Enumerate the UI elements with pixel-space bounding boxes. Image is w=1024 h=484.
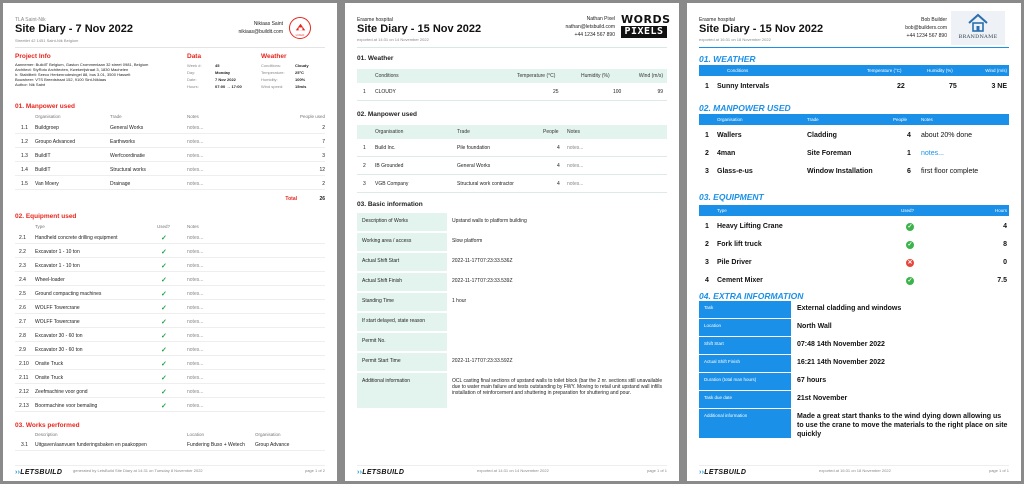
manpower-header: Organisation Trade People Notes [699, 114, 1009, 125]
info-row: Actual Shift Finish 16:21 14th November 2022 [699, 355, 1009, 373]
table-row: 2.11 Onsite Truck ✓ notes... [15, 373, 325, 384]
total-label: Total [285, 196, 297, 202]
table-row: 2.9 Excavator 30 - 60 ton ✓ notes... [15, 345, 325, 356]
equipment-heading: 03. EQUIPMENT [699, 192, 764, 202]
table-row: 3.1 Uitgaven/aanvuen funderingsbaken en paakoppen Fundering Buso + Wetech Group Advance [15, 440, 325, 451]
checkmark-icon: ✓ [161, 361, 167, 368]
weather-value: Cloudy [295, 63, 309, 68]
weather-key: Humidity: [261, 77, 278, 82]
info-row: Working area / access Slow platform [357, 233, 667, 252]
check-circle-icon: ✓ [907, 242, 913, 248]
weather-header: Conditions Temperature (°C) Humidity (%) Wind (m/s) [357, 69, 667, 83]
page-number: page 1 of 2 [304, 468, 325, 473]
checkmark-icon: ✓ [161, 291, 167, 298]
table-row: 2.13 Boormachine voor bemaling ✓ notes... [15, 401, 325, 412]
info-row: Standing Time 1 hour [357, 293, 667, 312]
weather-key: Wind speed: [261, 84, 284, 89]
table-row: 2.5 Ground compacting machines ✓ notes... [15, 289, 325, 300]
table-row: 2.6 WOLFF Towercrane ✓ notes... [15, 303, 325, 314]
checkmark-icon: ✓ [161, 375, 167, 382]
table-row: 2 4man Site Foreman 1 notes... [699, 145, 1009, 162]
checkmark-icon: ✓ [161, 319, 167, 326]
table-row: 2 IB Grounded General Works 4 notes... [357, 158, 667, 175]
footer [699, 465, 1009, 475]
footer [357, 465, 667, 475]
info-row: Task External cladding and windows [699, 301, 1009, 319]
house-icon [966, 12, 990, 34]
table-row: 2.2 Excavator 1 - 10 ton ✓ notes... [15, 247, 325, 258]
table-row: 2.3 Excavator 1 - 10 ton ✓ notes... [15, 261, 325, 272]
table-row: 1 Heavy Lifting Crane ✓ 4 [705, 223, 1007, 230]
table-row: 1.1 Buildgroep General Works notes... 2 [15, 123, 325, 134]
data-value: Monday [215, 70, 231, 75]
notes-link[interactable]: notes... [921, 150, 944, 157]
footer [15, 465, 325, 475]
equipment-header: Type Used? Hours [699, 205, 1009, 216]
weather-value: 15m/s [295, 84, 307, 89]
letsbuild-logo: ››LETSBUILD [357, 469, 405, 476]
data-key: Hours: [187, 84, 199, 89]
total-value: 26 [319, 196, 325, 202]
data-value: 45 [215, 63, 220, 68]
report-page-1: TLA Saint-Nik Site Diary - 7 Nov 2022 Streetlet 42 1451 Saint-Nik Belgium Nikiaas Saint nikiaas@buildit.com LOGO Project Info Aannemer: BuildIT Belgium, Gaston Crommenlaan 32 street 0981, Belgium Architect: StyRoto Architecten, Kwekerijstraat 3, 1830 Machelen Ir. Stabiliteit: Seeco Herkenrodesingel 88, bus 3.01, 3500 Hasselt Bouwheer: VTS Breedstraat 152, 9100 Sint-Niklaas Author: Nik Saint Data Week #: 45 Day: Monday Date: 7 Nov 2022 Hours: 07:00 → 17:00 Weather Conditions: Cloudy Temperature: 25°C Humidity: 100% Wind speed: 15m/s 01. Manpower used Organisation Trade Notes People used 1.1 Buildgroep General Works notes... 2 1.2 Groupo Advanced Earthworks notes... 7 1.3 BuildIT Werfcoordinatie notes... 3 1.4 BuildIT Structural works notes... 12 1.5 Van Moery Drainage notes... 2 Total 26 02. Equipment used Type Used? Notes 2.1 Handheld concrete drilling equipment ✓ notes... 2.2 Excavator 1 - 10 ton ✓ notes... 2.3 Excavator 1 - 10 ton ✓ notes... 2.4 Wheel-loader ✓ notes... 2.5 Ground compacting machines ✓ notes... 2.6 WOLFF Towercrane ✓ notes... 2.7 WOLFF Towercrane ✓ notes... 2.8 Excavator 30 - 60 ton ✓ notes... 2.9 Excavator 30 - 60 ton ✓ notes... 2.10 Onsite Truck ✓ notes... 2.11 Onsite Truck ✓ notes... 2.12 Zeefmachine voor gond ✓ notes... 2.13 Boormachine voor bemaling ✓ notes... 03. Works performed Description Location Organisation 3.1 Uitgaven/aanvuen funderingsbaken en paakoppen Fundering Buso + Wetech Group Advance ››LETSBUILD generated by LetsBuild Site Diary at 14:31 on Tuesday 8 November 2022 page 1 of 2 [3, 3, 337, 481]
page-number: page 1 of 1 [988, 468, 1009, 473]
user-name: Nathan Pixel [586, 16, 615, 22]
footer-exported: exported at 16:31 on 18 November 2022 [819, 468, 891, 473]
user-name: Bob Builder [921, 17, 947, 23]
checkmark-icon: ✓ [161, 403, 167, 410]
data-value: 07:00 → 17:00 [215, 84, 242, 89]
brand-logo: BRANDNAME [951, 11, 1005, 45]
cross-circle-icon: ✕ [907, 260, 913, 266]
equipment-heading: 02. Equipment used [15, 213, 77, 220]
data-key: Date: [187, 77, 197, 82]
table-row: 2.12 Zeefmachine voor gond ✓ notes... [15, 387, 325, 398]
table-row: 2.1 Handheld concrete drilling equipment ✓ notes... [15, 233, 325, 244]
user-email: nathan@letsbuild.com [565, 24, 615, 30]
checkmark-icon: ✓ [161, 347, 167, 354]
report-page-3 [687, 3, 1021, 481]
info-row: Actual Shift Finish 2022-11-17T07:23:33.539Z [357, 273, 667, 292]
page-number: page 1 of 1 [646, 468, 667, 473]
project-info-line: Aannemer: BuildIT Belgium, Gaston Crommenlaan 32 street 0981, Belgium [15, 62, 149, 67]
col-trade: Trade [110, 114, 122, 119]
checkmark-icon: ✓ [161, 235, 167, 242]
table-row: 1 Wallers Cladding 4 about 20% done [705, 132, 972, 139]
weather-value: 100% [295, 77, 306, 82]
project-name: TLA Saint-Nik [15, 17, 46, 23]
checkmark-icon: ✓ [161, 263, 167, 270]
table-row: 1.5 Van Moery Drainage notes... 2 [15, 179, 325, 190]
data-key: Week #: [187, 63, 202, 68]
info-row: Shift Start 07:48 14th November 2022 [699, 337, 1009, 355]
info-row: Task due date 21st November [699, 391, 1009, 409]
project-info-line: Bouwheer: VTS Breedstraat 152, 9100 Sint-Niklaas [15, 77, 107, 82]
weather-heading: Weather [261, 53, 287, 60]
company-logo [289, 17, 311, 39]
user-email: bob@builders.com [905, 25, 947, 31]
project-info-line: Author: Nik Saint [15, 82, 46, 87]
weather-value: 25°C [295, 70, 304, 75]
chevron-icon: ›› [15, 469, 21, 476]
info-row: If start delayed, state reason [357, 313, 667, 332]
user-email: nikiaas@buildit.com [238, 29, 283, 35]
checkmark-icon: ✓ [161, 389, 167, 396]
table-row: 1.4 BuildIT Structural works notes... 12 [15, 165, 325, 176]
manpower-heading: 02. Manpower used [357, 111, 417, 118]
col-notes: Notes [187, 114, 199, 119]
project-info-heading: Project Info [15, 53, 51, 60]
page-title: Site Diary - 7 Nov 2022 [15, 23, 134, 35]
chevron-icon: ›› [699, 469, 705, 476]
table-row: 2.7 WOLFF Towercrane ✓ notes... [15, 317, 325, 328]
project-name: Erasme hospital [699, 17, 735, 23]
exported-at: exported at 16:31 on 18 November 2022 [699, 37, 771, 42]
data-value: 7 Nov 2022 [215, 77, 236, 82]
extra-info-heading: 04. EXTRA INFORMATION [699, 291, 804, 301]
page-title: Site Diary - 15 Nov 2022 [357, 23, 482, 35]
check-circle-icon: ✓ [907, 278, 913, 284]
manpower-heading: 01. Manpower used [15, 103, 75, 110]
report-page-2 [345, 3, 679, 481]
weather-heading: 01. Weather [357, 55, 394, 62]
manpower-heading: 02. MANPOWER USED [699, 103, 791, 113]
weather-list [261, 63, 325, 91]
footer-exported: exported at 14:31 on 14 November 2022 [477, 468, 549, 473]
works-heading: 03. Works performed [15, 422, 80, 429]
checkmark-icon: ✓ [161, 333, 167, 340]
data-heading: Data [187, 53, 202, 60]
table-row: 1.3 BuildIT Werfcoordinatie notes... 3 [15, 151, 325, 162]
user-name: Nikiaas Saint [253, 21, 283, 27]
info-row: Permit Start Time 2022-11-17T07:23:33.592Z [357, 353, 667, 372]
table-row: 1.2 Groupo Advanced Earthworks notes... 7 [15, 137, 325, 148]
col-people: People used [299, 114, 325, 119]
check-circle-icon: ✓ [907, 224, 913, 230]
project-info-line: Architect: StyRoto Architecten, Kwekerijstraat 3, 1830 Machelen [15, 67, 129, 72]
letsbuild-logo: ››LETSBUILD [15, 469, 63, 476]
checkmark-icon: ✓ [161, 249, 167, 256]
table-row: 2 Fork lift truck ✓ 8 [705, 241, 1007, 248]
page-title: Site Diary - 15 Nov 2022 [699, 23, 824, 35]
table-row: 3 Pile Driver ✕ 0 [705, 259, 1007, 266]
table-row: 2.8 Excavator 30 - 60 ton ✓ notes... [15, 331, 325, 342]
table-row: 2.10 Onsite Truck ✓ notes... [15, 359, 325, 370]
project-info-list [15, 62, 185, 87]
info-row: Location North Wall [699, 319, 1009, 337]
info-row: Description of Works Upstand walls to platform building [357, 213, 667, 232]
info-row: Permit No. [357, 333, 667, 352]
logo-text: LOGO [295, 33, 305, 37]
footer-generated: generated by LetsBuild Site Diary at 14:31 on Tuesday 8 November 2022 [73, 468, 203, 473]
weather-key: Temperature: [261, 70, 285, 75]
col-organisation: Organisation [35, 114, 61, 119]
checkmark-icon: ✓ [161, 277, 167, 284]
words-pixels-logo: WORDS PIXELS [621, 13, 671, 37]
weather-key: Conditions: [261, 63, 282, 68]
table-row: 1 Build Inc. Pile foundation 4 notes... [357, 140, 667, 157]
info-row: Duration (total man hours) 67 hours [699, 373, 1009, 391]
info-row: Actual Shift Start 2022-11-17T07:23:33.536Z [357, 253, 667, 272]
data-list [187, 63, 257, 91]
weather-heading: 01. WEATHER [699, 54, 756, 64]
basic-info-heading: 03. Basic information [357, 201, 423, 208]
chevron-icon: ›› [357, 469, 363, 476]
info-row: Additional information Made a great start thanks to the wind dying down allowing us to use the crane to move the materials to the right place on site quickly [699, 409, 1009, 439]
user-phone: +44 1234 567 890 [906, 33, 947, 39]
project-address: Streetlet 42 1451 Saint-Nik Belgium [15, 38, 79, 43]
table-row: 4 Cement Mixer ✓ 7.5 [705, 277, 1007, 284]
checkmark-icon: ✓ [161, 305, 167, 312]
table-row: 3 Glass-e-us Window Installation 6 first floor complete [705, 168, 979, 175]
weather-row: 1 CLOUDY 25 100 99 [357, 84, 667, 101]
table-row: 3 VGB Company Structural work contractor 4 notes... [357, 176, 667, 193]
user-phone: +44 1234 567 890 [574, 32, 615, 38]
project-name: Erasme hospital [357, 17, 393, 23]
weather-row: 1 Sunny Intervals 22 75 3 NE [705, 83, 1007, 90]
weather-header: Conditions Temperature (°C) Humidity (%) Wind (m/s) [699, 65, 1009, 76]
project-info-line: Ir. Stabiliteit: Seeco Herkenrodesingel 88, bus 3.01, 3500 Hasselt [15, 72, 131, 77]
manpower-header: Organisation Trade People Notes [357, 125, 667, 139]
table-row: 2.4 Wheel-loader ✓ notes... [15, 275, 325, 286]
exported-at: exported at 14:31 on 14 November 2022 [357, 37, 429, 42]
data-key: Day: [187, 70, 196, 75]
info-row: Additional information OCL casting final sections of upstand walls to toilet block (bar the 2 nr. sections still unavailable due to water main failure and tests outstanding by FWY. Moving to retail unit upstand wall infills installation of reinforcement and shuttering in preparation for shuttering and pour. [357, 373, 667, 409]
letsbuild-logo: ››LETSBUILD [699, 469, 747, 476]
